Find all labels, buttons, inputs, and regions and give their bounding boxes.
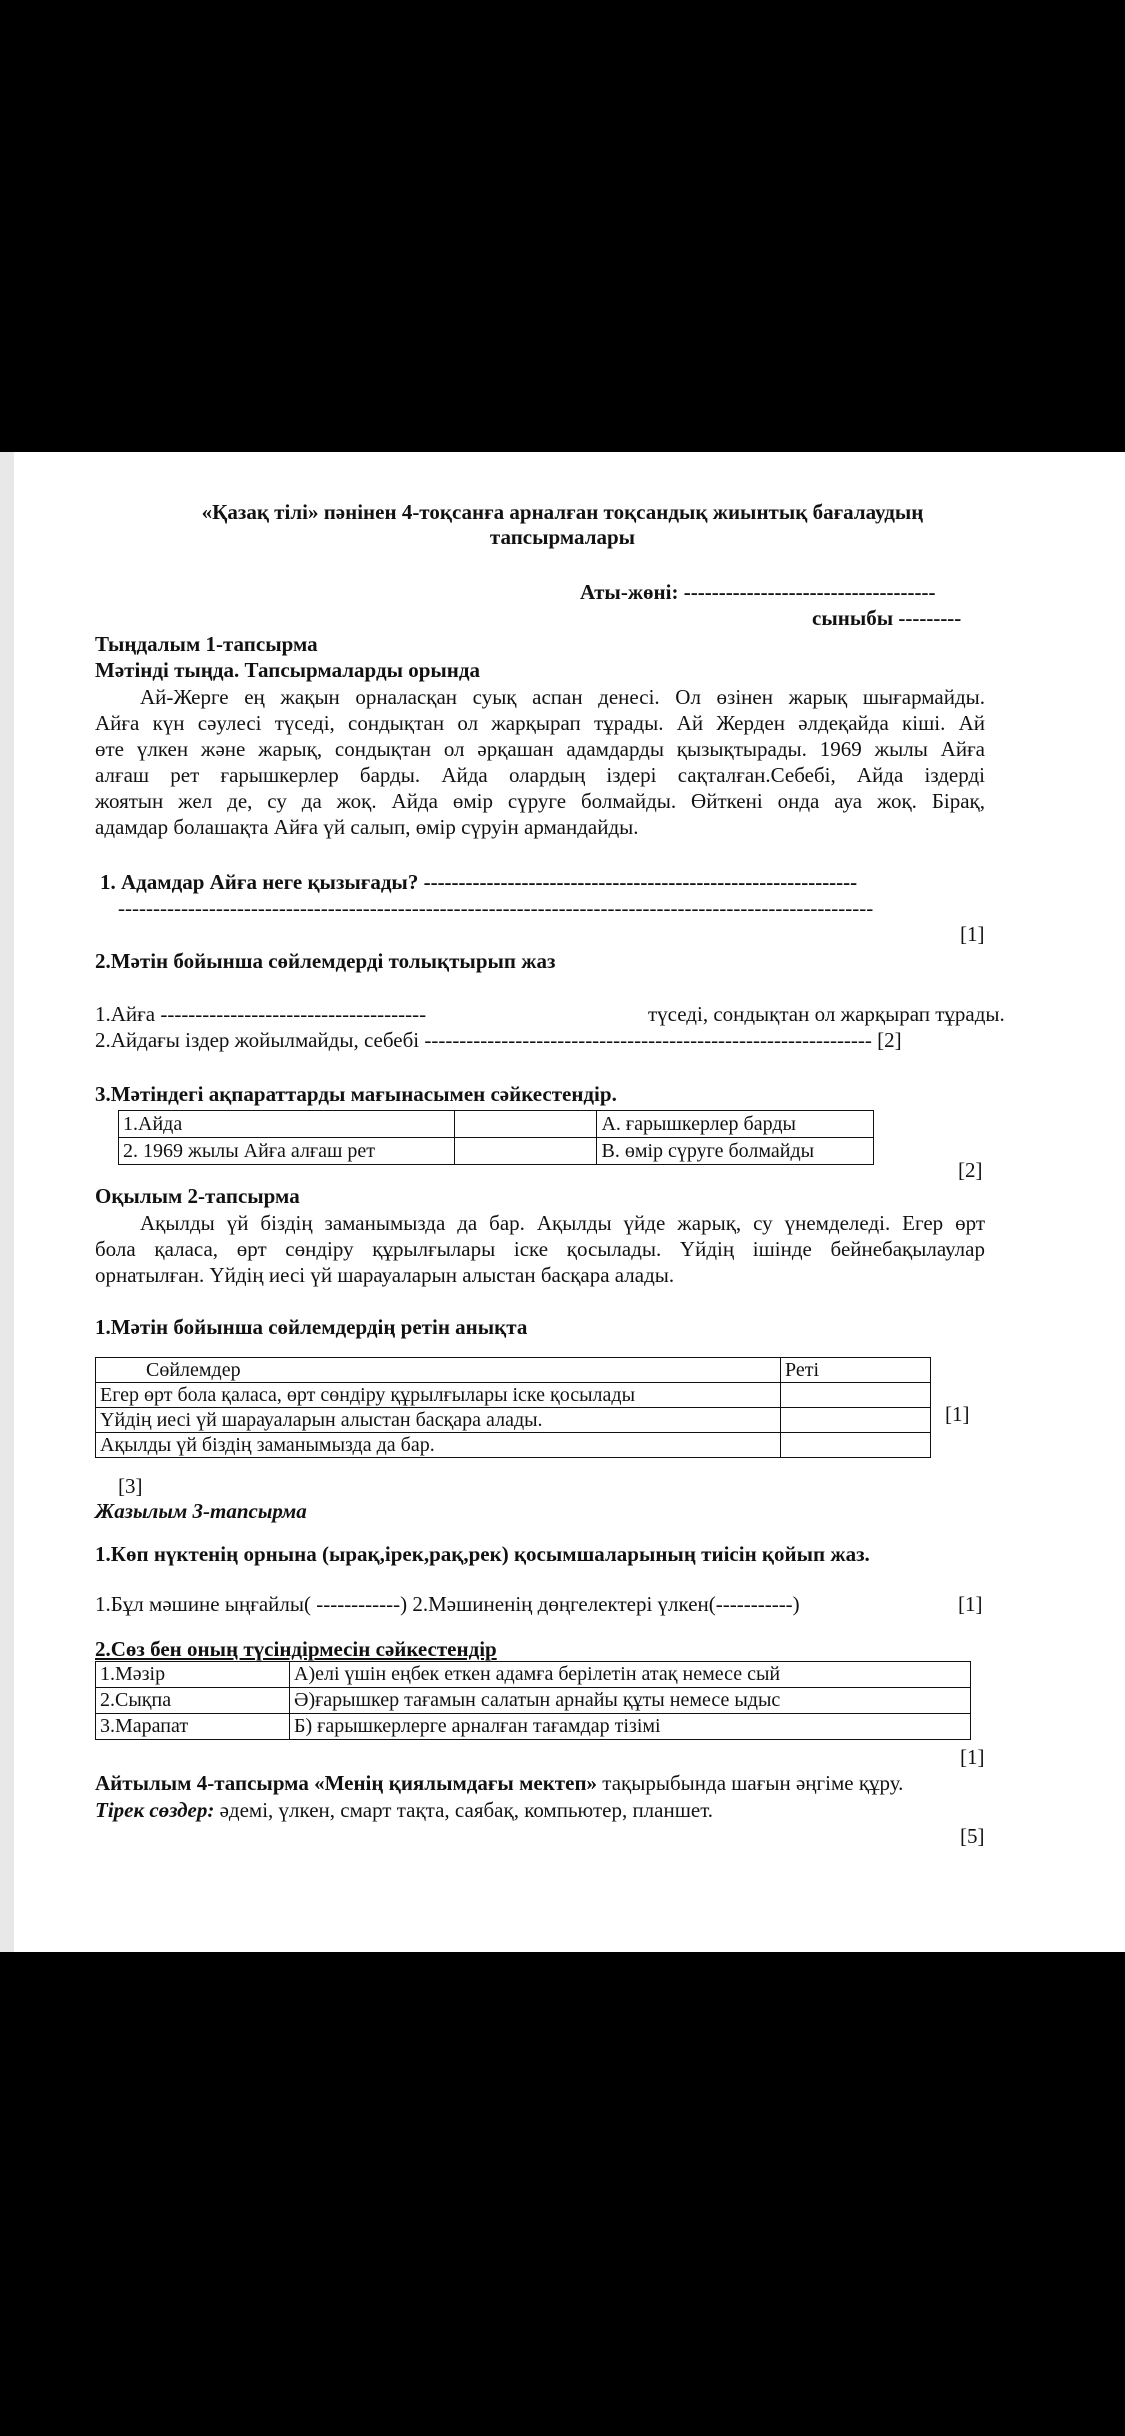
score-mark: [1] bbox=[960, 1745, 985, 1769]
table-cell: А)елі үшін еңбек еткен адамға берілетін атақ немесе сый bbox=[290, 1662, 971, 1688]
support-words-line bbox=[95, 1798, 713, 1823]
listening-line: жоятын жел де, су да жоқ. Айда өмір сүруге болмайды. Өйткені онда ауа жоқ. Бірақ, bbox=[95, 789, 985, 813]
table-row bbox=[96, 1714, 971, 1740]
student-class-field: сыныбы --------- bbox=[812, 606, 962, 630]
writing-heading: Жазылым 3-тапсырма bbox=[95, 1499, 307, 1523]
table-cell-empty bbox=[454, 1138, 597, 1165]
document-title-line2: тапсырмалары bbox=[489, 525, 636, 549]
listening-line: адамдар болашақта Айға үй салып, өмір сүруін армандайды. bbox=[95, 815, 639, 839]
writing-question-2-title: 2.Сөз бен оның түсіндірмесін сәйкестендір bbox=[95, 1637, 497, 1661]
table-cell: Үйдің иесі үй шарауаларын алыстан басқара алады. bbox=[96, 1408, 781, 1433]
table-cell-empty bbox=[780, 1433, 930, 1458]
listening-paragraph bbox=[95, 684, 985, 840]
table-header-row bbox=[96, 1358, 931, 1383]
table-row bbox=[96, 1662, 971, 1688]
page-edge bbox=[0, 452, 14, 1952]
listening-heading: Тыңдалым 1-тапсырма bbox=[95, 632, 318, 656]
speaking-heading: Айтылым 4-тапсырма «Менің қиялымдағы мектеп» bbox=[95, 1771, 598, 1795]
writing-question-1-title: 1.Көп нүктенің орнына (ырақ,ірек,рақ,рек) қосымшаларының тиісін қойып жаз. bbox=[95, 1542, 870, 1566]
table-cell: Ақылды үй біздің заманымызда да бар. bbox=[96, 1433, 781, 1458]
table-cell: 1.Айда bbox=[119, 1111, 455, 1138]
table-row bbox=[96, 1433, 931, 1458]
answer-line: ------------------------------------------------------------------------------------------------------------ bbox=[118, 896, 874, 920]
fill-in-line-2: 2.Айдағы іздер жойылмайды, себебі ---------------------------------------------------------------- [2] bbox=[95, 1028, 902, 1052]
listening-line: алғаш рет ғарышкерлер барды. Айда олардың іздері сақталған.Себебі, Айда іздерді bbox=[95, 763, 985, 787]
suffix-exercise-line: 1.Бұл мәшине ыңғайлы( ------------) 2.Мәшиненің дөңгелектері үлкен(-----------) bbox=[95, 1592, 800, 1616]
table-cell: 3.Марапат bbox=[96, 1714, 290, 1740]
table-cell: Б) ғарышкерлерге арналған тағамдар тізімі bbox=[290, 1714, 971, 1740]
table-cell: 1.Мәзір bbox=[96, 1662, 290, 1688]
listening-question-2-title: 2.Мәтін бойынша сөйлемдерді толықтырып жаз bbox=[95, 949, 556, 973]
reading-question-1-title: 1.Мәтін бойынша сөйлемдердің ретін анықта bbox=[95, 1315, 528, 1339]
order-table bbox=[95, 1357, 931, 1458]
speaking-task bbox=[95, 1771, 903, 1796]
table-cell: Егер өрт бола қаласа, өрт сөндіру құрылғылары іске қосылады bbox=[96, 1383, 781, 1408]
table-row bbox=[119, 1111, 874, 1138]
table-header-sentences: Сөйлемдер bbox=[96, 1358, 781, 1383]
table-cell-empty bbox=[780, 1383, 930, 1408]
reading-paragraph bbox=[95, 1210, 985, 1288]
document-page bbox=[0, 452, 1125, 1952]
reading-heading: Оқылым 2-тапсырма bbox=[95, 1184, 300, 1208]
speaking-heading-rest: тақырыбында шағын әңгіме құру. bbox=[597, 1771, 904, 1795]
support-words-label: Тірек сөздер: bbox=[95, 1798, 215, 1822]
table-cell-empty bbox=[780, 1408, 930, 1433]
matching-table-moon bbox=[118, 1110, 874, 1165]
reading-line: Ақылды үй біздің заманымызда да бар. Ақылды үйде жарық, су үнемделеді. Егер өрт bbox=[140, 1211, 985, 1235]
table-row bbox=[96, 1383, 931, 1408]
fill-in-line-1-end: түседі, сондықтан ол жарқырап тұрады. bbox=[648, 1002, 1005, 1026]
table-header-order: Реті bbox=[780, 1358, 930, 1383]
table-cell: Ә)ғарышкер тағамын салатын арнайы құты немесе ыдыс bbox=[290, 1688, 971, 1714]
listening-line: өте үлкен және жарық, сондықтан ол әрқашан адамдарды қызықтырады. 1969 жылы Айға bbox=[95, 737, 985, 761]
table-row bbox=[119, 1138, 874, 1165]
fill-in-line-1: 1.Айға -------------------------------------- bbox=[95, 1002, 427, 1026]
listening-question-1: 1. Адамдар Айға неге қызығады? -------------------------------------------------------------- bbox=[100, 870, 858, 894]
listening-line: Ай-Жерге ең жақын орналасқан суық аспан денесі. Ол өзінен жарық шығармайды. bbox=[140, 685, 985, 709]
table-cell: В. өмір сүруге болмайды bbox=[597, 1138, 874, 1165]
table-row bbox=[96, 1688, 971, 1714]
student-name-field: Аты-жөні: ------------------------------------ bbox=[580, 580, 936, 604]
table-cell: 2.Сықпа bbox=[96, 1688, 290, 1714]
word-matching-table bbox=[95, 1661, 971, 1740]
score-mark: [2] bbox=[958, 1158, 983, 1182]
listening-question-3-title: 3.Мәтіндегі ақпараттарды мағынасымен сәйкестендір. bbox=[95, 1082, 617, 1106]
table-cell: 2. 1969 жылы Айға алғаш рет bbox=[119, 1138, 455, 1165]
table-cell: А. ғарышкерлер барды bbox=[597, 1111, 874, 1138]
reading-line: орнатылған. Үйдің иесі үй шарауаларын алыстан басқара алады. bbox=[95, 1263, 675, 1287]
listening-instruction: Мәтінді тыңда. Тапсырмаларды орында bbox=[95, 658, 481, 682]
score-mark: [1] bbox=[945, 1402, 970, 1426]
score-mark: [5] bbox=[960, 1824, 985, 1848]
table-row bbox=[96, 1408, 931, 1433]
listening-line: Айға күн сәулесі түседі, сондықтан ол жарқырап тұрады. Ай Жерден әлдеқайда кіші. Ай bbox=[95, 711, 985, 735]
score-mark: [3] bbox=[118, 1474, 143, 1498]
score-mark: [1] bbox=[958, 1592, 983, 1616]
document-title-line1: «Қазақ тілі» пәнінен 4-тоқсанға арналған тоқсандық жиынтық бағалаудың bbox=[201, 500, 924, 524]
table-cell-empty bbox=[454, 1111, 597, 1138]
reading-line: бола қаласа, өрт сөндіру құрылғылары іске қосылады. Үйдің ішінде бейнебақылаулар bbox=[95, 1237, 985, 1261]
score-mark: [1] bbox=[960, 922, 985, 946]
support-words: әдемі, үлкен, смарт тақта, саябақ, компьютер, планшет. bbox=[214, 1798, 714, 1822]
